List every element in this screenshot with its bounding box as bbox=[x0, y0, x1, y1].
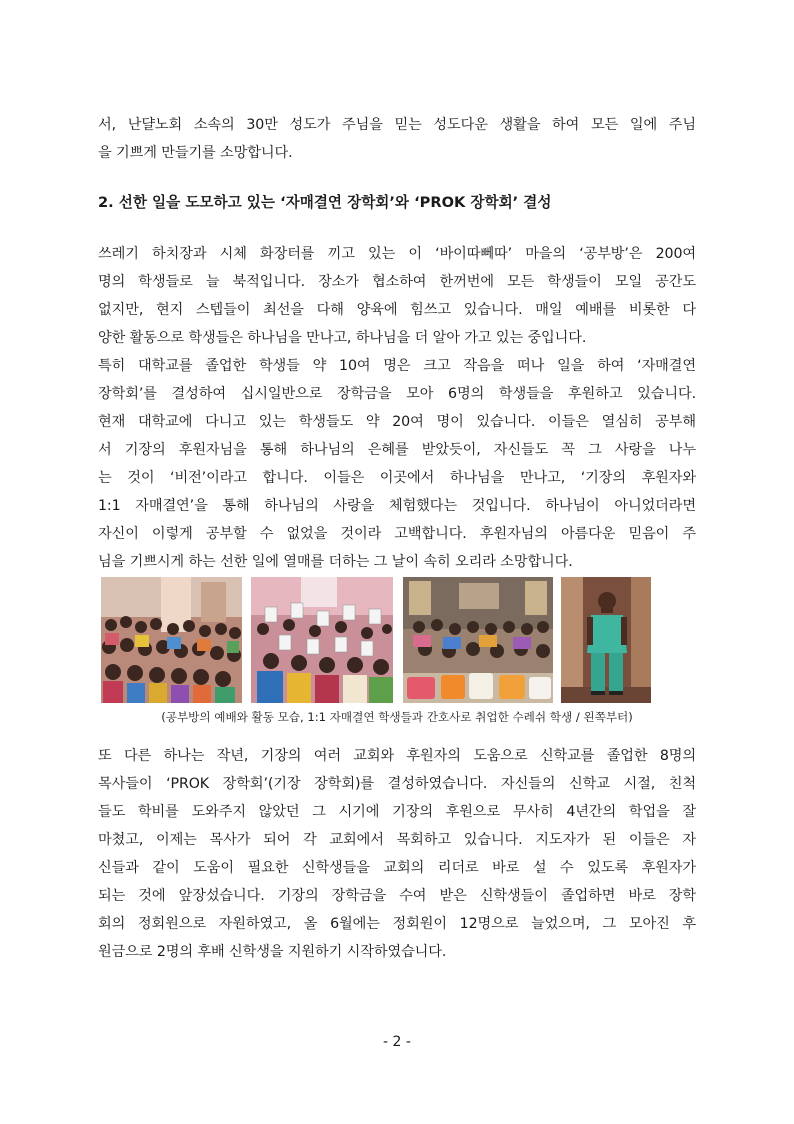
section-heading: 2. 선한 일을 도모하고 있는 ‘자매결연 장학회’와 ‘PROK 장학회’ 결성 bbox=[98, 194, 552, 211]
paragraph-line: 목사들이 ‘PROK 장학회’(기장 장학회)를 결성하였습니다. 자신들의 신학교 시절, 친척 bbox=[98, 776, 696, 792]
paragraph-study-room bbox=[98, 240, 696, 576]
intro-line: 을 기쁘게 만들기를 소망합니다. bbox=[98, 145, 293, 161]
intro-line: 서, 난댤노회 소속의 30만 성도가 주님을 믿는 성도다운 생활을 하여 모든 일에 주님 bbox=[98, 117, 696, 133]
paragraph-prok-scholarship bbox=[98, 742, 696, 966]
page-number: - 2 - bbox=[383, 1034, 411, 1050]
paragraph-line: 자신이 이렇게 공부할 수 없었을 것이라 고백합니다. 후원자님의 아름다운 믿음이 주 bbox=[98, 526, 696, 542]
photo-students-activity bbox=[251, 577, 393, 703]
paragraph-line: 마쳤고, 이제는 목사가 되어 각 교회에서 목회하고 있습니다. 지도자가 된 이들은 자 bbox=[98, 832, 696, 848]
paragraph-line: 쓰레기 하치장과 시체 화장터를 끼고 있는 이 ‘바이따뻬따’ 마을의 ‘공부방’은 200여 bbox=[98, 246, 696, 262]
paragraph-line: 양한 활동으로 학생들은 하나님을 만나고, 하나님을 더 알아 가고 있는 중입니다. bbox=[98, 330, 587, 346]
paragraph-line: 서 기장의 후원자님을 통해 하나님의 은혜를 받았듯이, 자신들도 꼭 그 사랑을 나누 bbox=[98, 442, 696, 458]
photo-classroom-worship bbox=[101, 577, 242, 703]
paragraph-line: 신들과 같이 도움이 필요한 신학생들을 교회의 리더로 바로 설 수 있도록 후원자가 bbox=[98, 860, 696, 876]
paragraph-line: 장학회’를 결성하여 십시일반으로 장학금을 모아 6명의 학생들을 후원하고 있습니다. bbox=[98, 386, 696, 402]
paragraph-line: 현재 대학교에 다니고 있는 학생들도 약 20여 명이 있습니다. 이들은 열심히 공부해 bbox=[98, 414, 696, 430]
paragraph-line: 는 것이 ‘비전’이라고 합니다. 이들은 이곳에서 하나님을 만나고, ‘기장의 후원자와 bbox=[98, 470, 696, 486]
paragraph-line: 없지만, 현지 스텝들이 최선을 다해 양육에 힘쓰고 있습니다. 매일 예배를 비롯한 다 bbox=[98, 302, 696, 318]
intro-paragraph bbox=[98, 111, 696, 167]
paragraph-line: 님을 기쁘시게 하는 선한 일에 열매를 더하는 그 날이 속히 오리라 소망합니다. bbox=[98, 554, 573, 570]
photo-nurse-graduate bbox=[561, 577, 651, 703]
paragraph-line: 원금으로 2명의 후배 신학생을 지원하기 시작하였습니다. bbox=[98, 944, 447, 960]
paragraph-line: 명의 학생들로 늘 북적입니다. 장소가 협소하여 한꺼번에 모든 학생들이 모일 공간도 bbox=[98, 274, 696, 290]
photo-sisterhood-students bbox=[403, 577, 553, 703]
paragraph-line: 되는 것에 앞장섰습니다. 기장의 장학금을 수여 받은 신학생들이 졸업하면 바로 장학 bbox=[98, 888, 696, 904]
paragraph-line: 또 다른 하나는 작년, 기장의 여러 교회와 후원자의 도움으로 신학교를 졸업한 8명의 bbox=[98, 748, 696, 764]
paragraph-line: 1:1 자매결연’을 통해 하나님의 사랑을 체험했다는 것입니다. 하나님이 아니었더라면 bbox=[98, 498, 696, 514]
paragraph-line: 특히 대학교를 졸업한 학생들 약 10여 명은 크고 작음을 떠나 일을 하여 ‘자매결연 bbox=[98, 358, 696, 374]
photo-caption: (공부방의 예배와 활동 모습, 1:1 자매결연 학생들과 간호사로 취업한 수레쉬 학생 / 왼쪽부터) bbox=[161, 710, 633, 724]
paragraph-line: 들도 학비를 도와주지 않았던 그 시기에 기장의 후원으로 무사히 4년간의 학업을 잘 bbox=[98, 804, 696, 820]
paragraph-line: 회의 정회원으로 자원하였고, 올 6월에는 정회원이 12명으로 늘었으며, 그 모아진 후 bbox=[98, 916, 696, 932]
